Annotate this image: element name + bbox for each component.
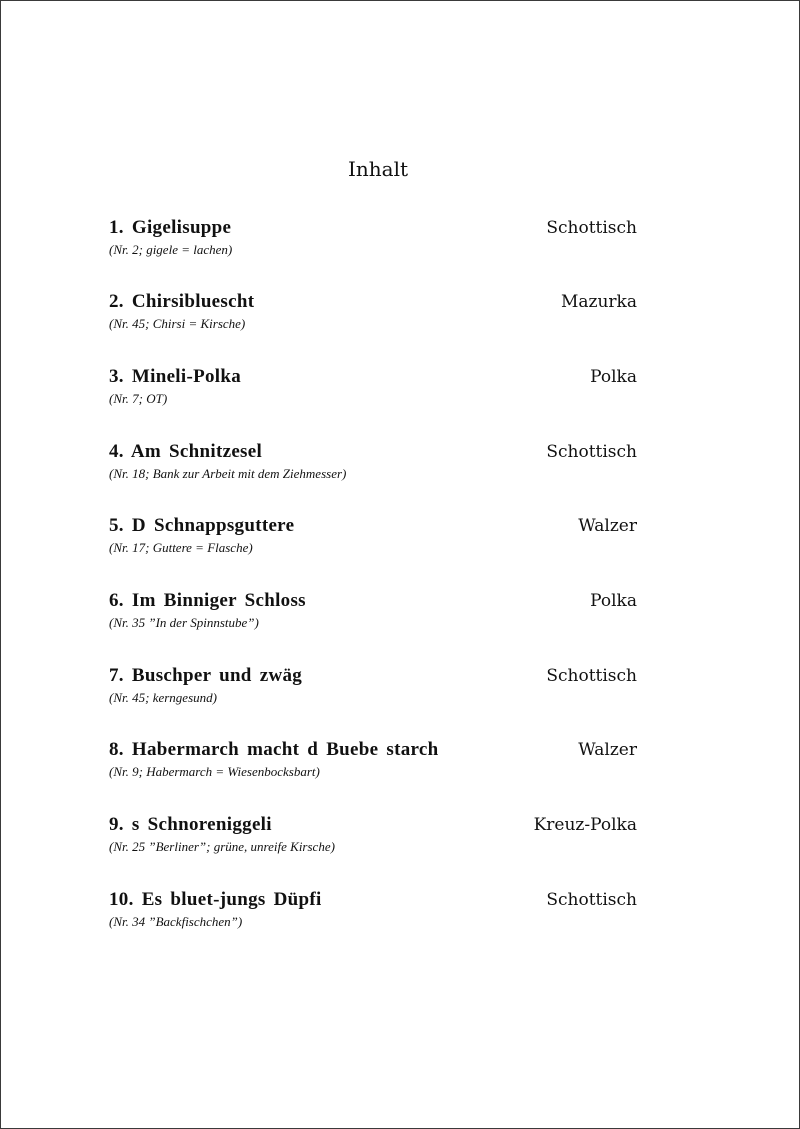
entry-note: (Nr. 18; Bank zur Arbeit mit dem Ziehmesser) xyxy=(109,466,347,481)
entry-dance-type: Polka xyxy=(590,367,637,387)
entry-title: 8. Habermarch macht d Buebe starch xyxy=(109,739,439,760)
toc-entry xyxy=(109,814,639,855)
entry-note: (Nr. 34 ”Backfischchen”) xyxy=(109,914,243,929)
entry-dance-type: Mazurka xyxy=(560,292,637,312)
entry-dance-type: Schottisch xyxy=(546,218,637,238)
entry-note: (Nr. 2; gigele = lachen) xyxy=(109,242,233,257)
entry-title: 4. Am Schnitzesel xyxy=(109,441,263,462)
entry-note: (Nr. 17; Guttere = Flasche) xyxy=(109,540,253,555)
toc-entry xyxy=(109,515,639,556)
entry-note: (Nr. 7; OT) xyxy=(109,391,168,406)
entry-dance-type: Schottisch xyxy=(546,442,637,462)
toc-entry xyxy=(109,441,639,482)
page-title: Inhalt xyxy=(347,157,409,181)
entry-note: (Nr. 35 ”In der Spinnstube”) xyxy=(109,615,259,630)
toc-entry xyxy=(109,217,639,258)
entry-dance-type: Schottisch xyxy=(546,890,637,910)
toc-entry xyxy=(109,739,639,780)
entry-title: 7. Buschper und zwäg xyxy=(109,665,303,686)
entry-note: (Nr. 25 ”Berliner”; grüne, unreife Kirsche) xyxy=(109,839,335,854)
entry-dance-type: Schottisch xyxy=(546,666,637,686)
entry-note: (Nr. 45; Chirsi = Kirsche) xyxy=(109,316,246,331)
entry-title: 3. Mineli-Polka xyxy=(109,366,242,387)
entry-note: (Nr. 45; kerngesund) xyxy=(109,690,217,705)
entry-title: 2. Chirsibluescht xyxy=(109,291,255,312)
toc-entry xyxy=(109,889,639,930)
entry-note: (Nr. 9; Habermarch = Wiesenbocksbart) xyxy=(109,764,320,779)
entry-title: 6. Im Binniger Schloss xyxy=(109,590,306,611)
toc-entry xyxy=(109,366,639,407)
toc-entry xyxy=(109,665,639,706)
toc-entry xyxy=(109,590,639,631)
entry-title: 10. Es bluet-jungs Düpfi xyxy=(109,889,322,910)
entry-dance-type: Walzer xyxy=(578,516,637,536)
entry-dance-type: Walzer xyxy=(578,740,637,760)
entry-title: 9. s Schnoreniggeli xyxy=(109,814,272,835)
entry-title: 1. Gigelisuppe xyxy=(109,217,232,238)
toc-entry xyxy=(109,291,639,332)
entry-dance-type: Polka xyxy=(590,591,637,611)
entry-dance-type: Kreuz-Polka xyxy=(533,815,637,835)
entry-title: 5. D Schnappsguttere xyxy=(109,515,295,536)
